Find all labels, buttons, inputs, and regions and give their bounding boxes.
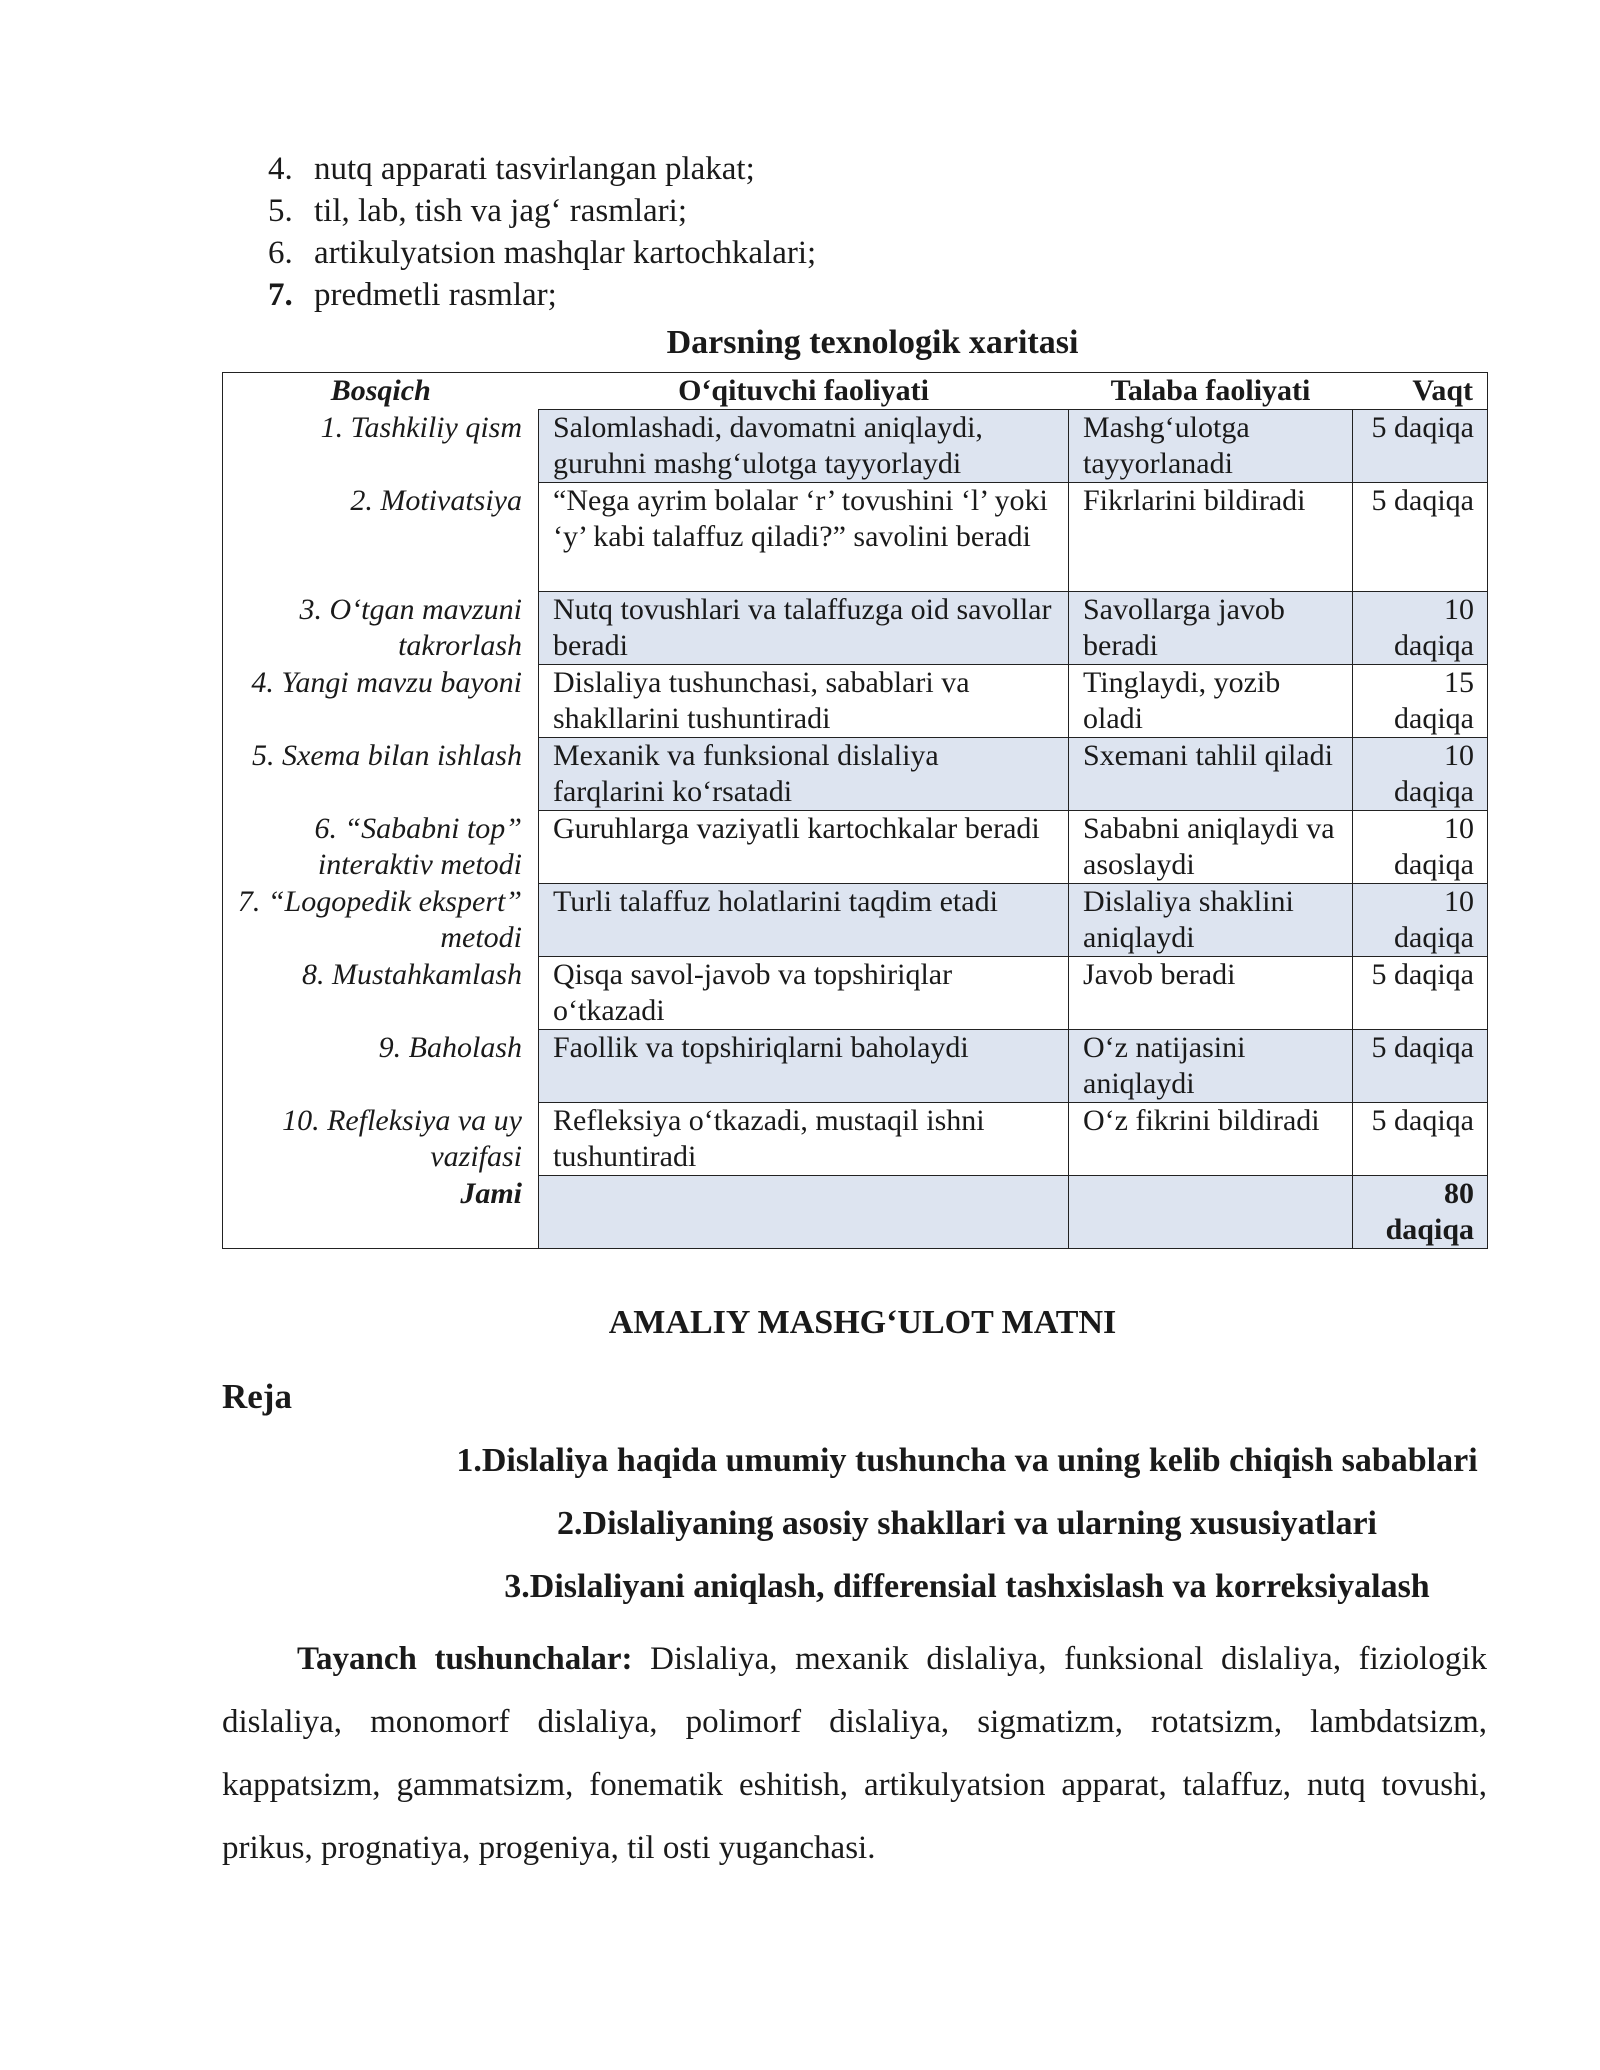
list-item — [268, 274, 816, 316]
teacher-cell: Qisqa savol-javob va topshiriqlar o‘tkazadi — [539, 957, 1069, 1030]
stage-cell: 10. Refleksiya va uy vazifasi — [223, 1103, 539, 1176]
list-item — [268, 190, 816, 232]
plan-item: 1.Dislaliya haqida umumiy tushuncha va uning kelib chiqish sabablari — [456, 1442, 1478, 1479]
teacher-cell: “Nega ayrim bolalar ‘r’ tovushini ‘l’ yoki ‘y’ kabi talaffuz qiladi?” savolini beradi — [539, 483, 1069, 592]
time-cell: 10 daqiqa — [1353, 884, 1488, 957]
student-cell: Mashg‘ulotga tayyorlanadi — [1069, 410, 1353, 483]
header-teacher: O‘qituvchi faoliyati — [539, 373, 1069, 410]
plan-item: 2.Dislaliyaning asosiy shakllari va ularning xususiyatlari — [557, 1505, 1377, 1542]
table-row — [223, 738, 1488, 811]
table-header-row — [223, 373, 1488, 410]
list-number: 5. — [268, 193, 293, 229]
stage-cell: 9. Baholash — [223, 1030, 539, 1103]
empty-cell — [1069, 1176, 1353, 1249]
plan-item: 3.Dislaliyani aniqlash, differensial tashxislash va korreksiyalash — [504, 1568, 1430, 1605]
list-number: 6. — [268, 235, 293, 271]
student-cell: Fikrlarini bildiradi — [1069, 483, 1353, 592]
time-cell: 10 daqiqa — [1353, 811, 1488, 884]
header-stage: Bosqich — [223, 373, 539, 410]
time-cell: 5 daqiqa — [1353, 1030, 1488, 1103]
stage-cell: 5. Sxema bilan ishlash — [223, 738, 539, 811]
teacher-cell: Mexanik va funksional dislaliya farqlarini ko‘rsatadi — [539, 738, 1069, 811]
key-terms-text: Dislaliya, mexanik dislaliya, funksional dislaliya, fiziologik dislaliya, monomorf dislaliya, polimorf dislaliya, sigmatizm, rotatsizm, lambdatsizm, kappatsizm, gammatsizm, fonematik eshitish, artikulyatsion apparat, talaffuz, nutq tovushi, prikus, prognatiya, progeniya, til osti yuganchasi. — [222, 1641, 1487, 1866]
teacher-cell: Dislaliya tushunchasi, sabablari va shakllarini tushuntiradi — [539, 665, 1069, 738]
teacher-cell: Guruhlarga vaziyatli kartochkalar beradi — [539, 811, 1069, 884]
list-text: nutq apparati tasvirlangan plakat; — [314, 151, 755, 187]
table-row — [223, 1030, 1488, 1103]
header-time: Vaqt — [1353, 373, 1488, 410]
technology-map-table — [222, 372, 1488, 1249]
time-cell: 10 daqiqa — [1353, 738, 1488, 811]
list-text: artikulyatsion mashqlar kartochkalari; — [314, 235, 817, 271]
table-total-row — [223, 1176, 1488, 1249]
key-terms-label: Tayanch tushunchalar: — [297, 1641, 633, 1677]
stage-cell: 4. Yangi mavzu bayoni — [223, 665, 539, 738]
stage-cell: 1. Tashkiliy qism — [223, 410, 539, 483]
student-cell: O‘z natijasini aniqlaydi — [1069, 1030, 1353, 1103]
student-cell: Javob beradi — [1069, 957, 1353, 1030]
list-number: 7. — [268, 277, 293, 313]
stage-cell: 8. Mustahkamlash — [223, 957, 539, 1030]
teacher-cell: Refleksiya o‘tkazadi, mustaqil ishni tushuntiradi — [539, 1103, 1069, 1176]
time-cell: 5 daqiqa — [1353, 410, 1488, 483]
total-time: 80 daqiqa — [1353, 1176, 1488, 1249]
list-text: predmetli rasmlar; — [314, 277, 557, 313]
student-cell: Savollarga javob beradi — [1069, 592, 1353, 665]
table-title: Darsning texnologik xaritasi — [666, 324, 1079, 361]
stage-cell: 2. Motivatsiya — [223, 483, 539, 592]
materials-list — [268, 148, 816, 316]
header-student: Talaba faoliyati — [1069, 373, 1353, 410]
table-row — [223, 957, 1488, 1030]
time-cell: 10 daqiqa — [1353, 592, 1488, 665]
stage-cell: 6. “Sababni top” interaktiv metodi — [223, 811, 539, 884]
table-row — [223, 483, 1488, 592]
time-cell: 5 daqiqa — [1353, 483, 1488, 592]
table-row — [223, 410, 1488, 483]
teacher-cell: Salomlashadi, davomatni aniqlaydi, guruhni mashg‘ulotga tayyorlaydi — [539, 410, 1069, 483]
section-title: AMALIY MASHG‘ULOT MATNI — [608, 1304, 1117, 1341]
stage-cell: 3. O‘tgan mavzuni takrorlash — [223, 592, 539, 665]
total-label: Jami — [223, 1176, 539, 1249]
list-item — [268, 232, 816, 274]
student-cell: O‘z fikrini bildiradi — [1069, 1103, 1353, 1176]
table-row — [223, 1103, 1488, 1176]
time-cell: 15 daqiqa — [1353, 665, 1488, 738]
empty-cell — [539, 1176, 1069, 1249]
teacher-cell: Turli talaffuz holatlarini taqdim etadi — [539, 884, 1069, 957]
table-row — [223, 811, 1488, 884]
stage-cell: 7. “Logopedik ekspert” metodi — [223, 884, 539, 957]
student-cell: Dislaliya shaklini aniqlaydi — [1069, 884, 1353, 957]
plan-heading: Reja — [222, 1377, 292, 1416]
table-row — [223, 665, 1488, 738]
list-number: 4. — [268, 151, 293, 187]
student-cell: Sababni aniqlaydi va asoslaydi — [1069, 811, 1353, 884]
list-text: til, lab, tish va jag‘ rasmlari; — [314, 193, 687, 229]
time-cell: 5 daqiqa — [1353, 957, 1488, 1030]
time-cell: 5 daqiqa — [1353, 1103, 1488, 1176]
table-row — [223, 884, 1488, 957]
student-cell: Tinglaydi, yozib oladi — [1069, 665, 1353, 738]
teacher-cell: Nutq tovushlari va talaffuzga oid savollar beradi — [539, 592, 1069, 665]
table-row — [223, 592, 1488, 665]
student-cell: Sxemani tahlil qiladi — [1069, 738, 1353, 811]
list-item — [268, 148, 816, 190]
key-terms-paragraph — [222, 1628, 1487, 1880]
teacher-cell: Faollik va topshiriqlarni baholaydi — [539, 1030, 1069, 1103]
